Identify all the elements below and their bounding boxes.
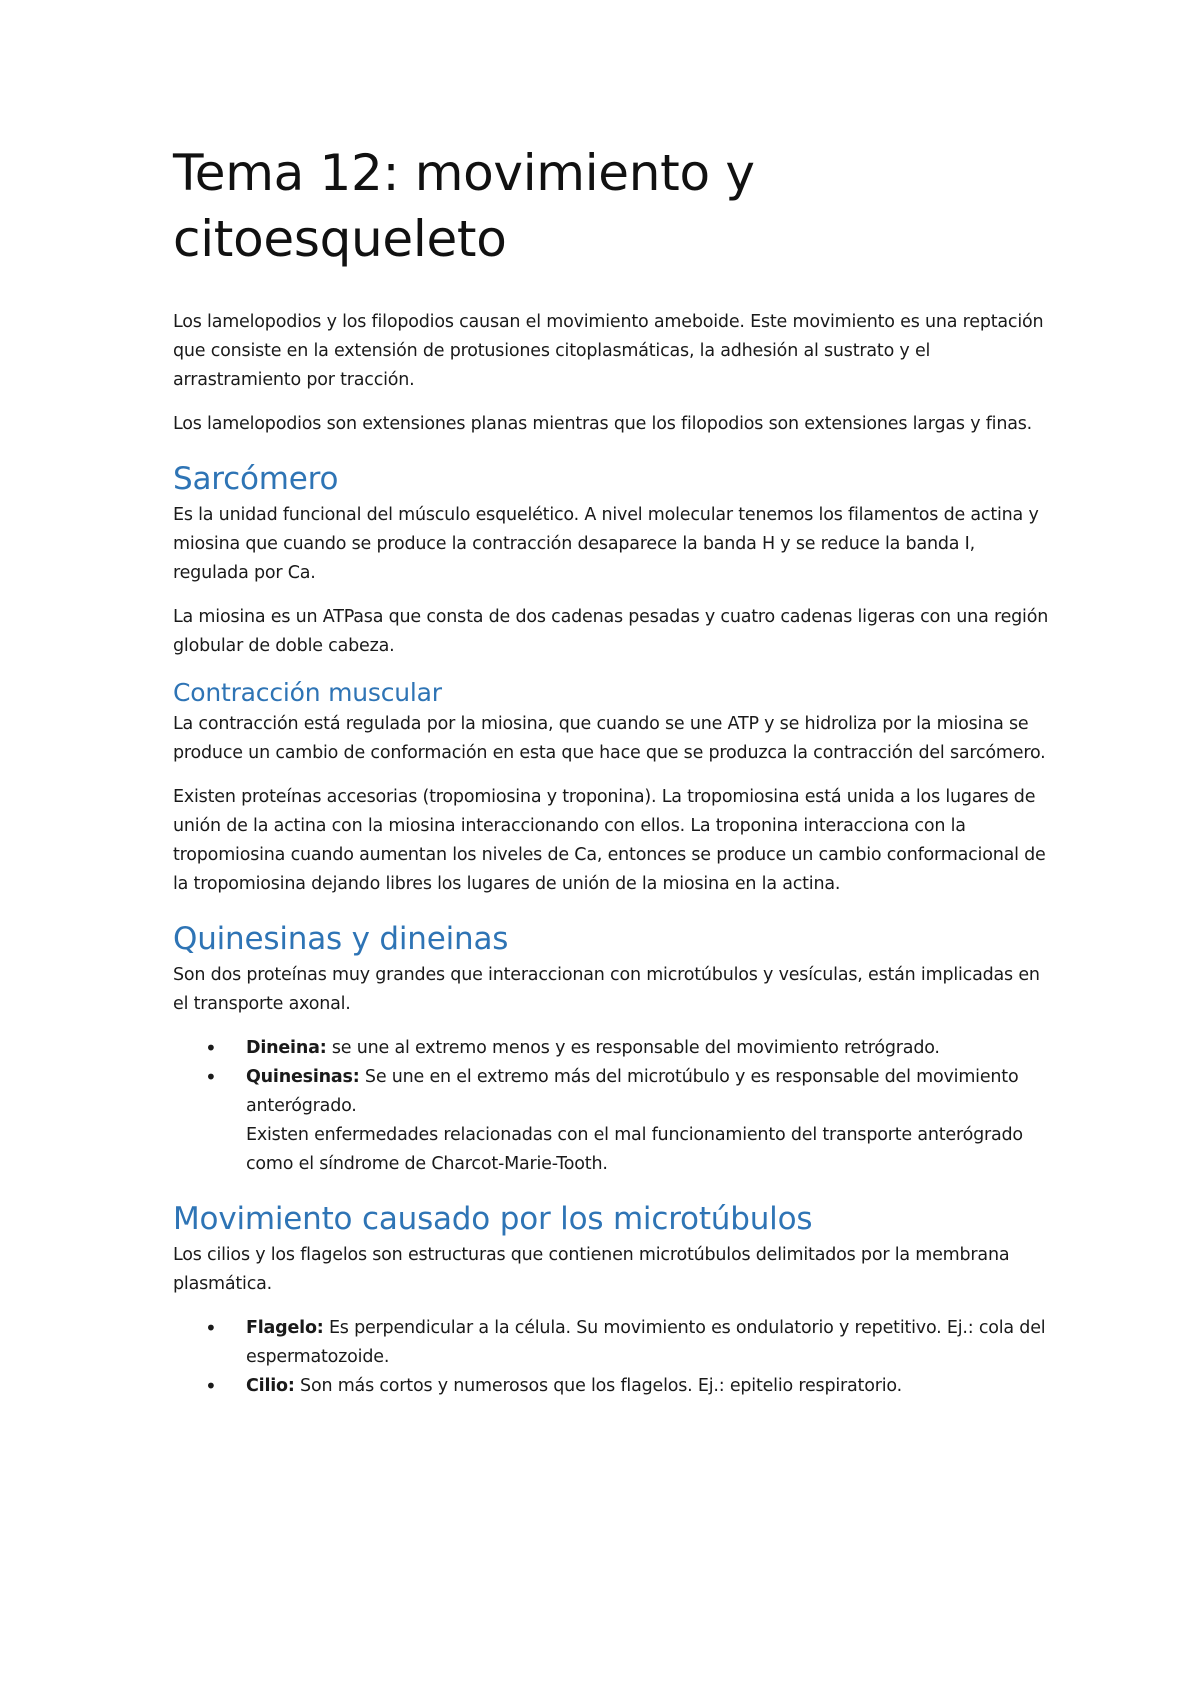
list-item-term: Dineina: bbox=[246, 1038, 327, 1058]
heading-sarcomero: Sarcómero bbox=[173, 461, 339, 497]
quinesinas-list bbox=[173, 1034, 1053, 1179]
microtubulos-list bbox=[173, 1314, 1053, 1401]
intro-paragraph-1: Los lamelopodios y los filopodios causan el movimiento ameboide. Este movimiento es una reptación que consiste en la extensión de protusiones citoplasmáticas, la adhesión al sustrato y el arrastramiento por tracción. bbox=[173, 312, 1044, 390]
intro-paragraph-2: Los lamelopodios son extensiones planas mientras que los filopodios son extensiones largas y finas. bbox=[173, 414, 1033, 434]
quinesinas-paragraph: Son dos proteínas muy grandes que interaccionan con microtúbulos y vesículas, están implicadas en el transporte axonal. bbox=[173, 965, 1040, 1014]
microtubulos-paragraph: Los cilios y los flagelos son estructuras que contienen microtúbulos delimitados por la membrana plasmática. bbox=[173, 1245, 1010, 1294]
sarcomero-paragraph-2: La miosina es un ATPasa que consta de dos cadenas pesadas y cuatro cadenas ligeras con una región globular de doble cabeza. bbox=[173, 607, 1049, 656]
list-item-text: Se une en el extremo más del microtúbulo y es responsable del movimiento anterógrado. bbox=[246, 1067, 1019, 1116]
list-item-text: se une al extremo menos y es responsable del movimiento retrógrado. bbox=[326, 1038, 940, 1058]
list-item-term: Flagelo: bbox=[246, 1318, 324, 1338]
list-item bbox=[173, 1372, 1053, 1401]
list-item-term: Cilio: bbox=[246, 1376, 295, 1396]
list-item-extra: Existen enfermedades relacionadas con el mal funcionamiento del transporte anterógrado como el síndrome de Charcot-Marie-Tooth. bbox=[246, 1125, 1023, 1174]
contraccion-paragraph-2: Existen proteínas accesorias (tropomiosina y troponina). La tropomiosina está unida a los lugares de unión de la actina con la miosina interaccionando con ellos. La troponina interacciona con la tropomiosina cuando aumentan los niveles de Ca, entonces se produce un cambio conformacional de la tropomiosina dejando libres los lugares de unión de la miosina en la actina. bbox=[173, 787, 1046, 894]
document-title: Tema 12: movimiento y citoesqueleto bbox=[173, 144, 755, 268]
bullet-icon: • bbox=[205, 1036, 217, 1060]
heading-contraccion: Contracción muscular bbox=[173, 678, 442, 707]
list-item bbox=[173, 1314, 1053, 1372]
list-item bbox=[173, 1034, 1053, 1063]
list-item-text: Es perpendicular a la célula. Su movimiento es ondulatorio y repetitivo. Ej.: cola del espermatozoide. bbox=[246, 1318, 1046, 1367]
bullet-icon: • bbox=[205, 1065, 217, 1089]
contraccion-paragraph-1: La contracción está regulada por la miosina, que cuando se une ATP y se hidroliza por la miosina se produce un cambio de conformación en esta que hace que se produzca la contracción del sarcómero. bbox=[173, 714, 1046, 763]
list-item-text: Son más cortos y numerosos que los flagelos. Ej.: epitelio respiratorio. bbox=[294, 1376, 902, 1396]
bullet-icon: • bbox=[205, 1316, 217, 1340]
heading-quinesinas: Quinesinas y dineinas bbox=[173, 921, 509, 957]
sarcomero-paragraph-1: Es la unidad funcional del músculo esquelético. A nivel molecular tenemos los filamentos de actina y miosina que cuando se produce la contracción desaparece la banda H y se reduce la banda I, regulada por Ca. bbox=[173, 505, 1039, 583]
document-page bbox=[173, 140, 1053, 1415]
list-item bbox=[173, 1063, 1053, 1179]
list-item-term: Quinesinas: bbox=[246, 1067, 360, 1087]
bullet-icon: • bbox=[205, 1374, 217, 1398]
heading-microtubulos: Movimiento causado por los microtúbulos bbox=[173, 1201, 813, 1237]
